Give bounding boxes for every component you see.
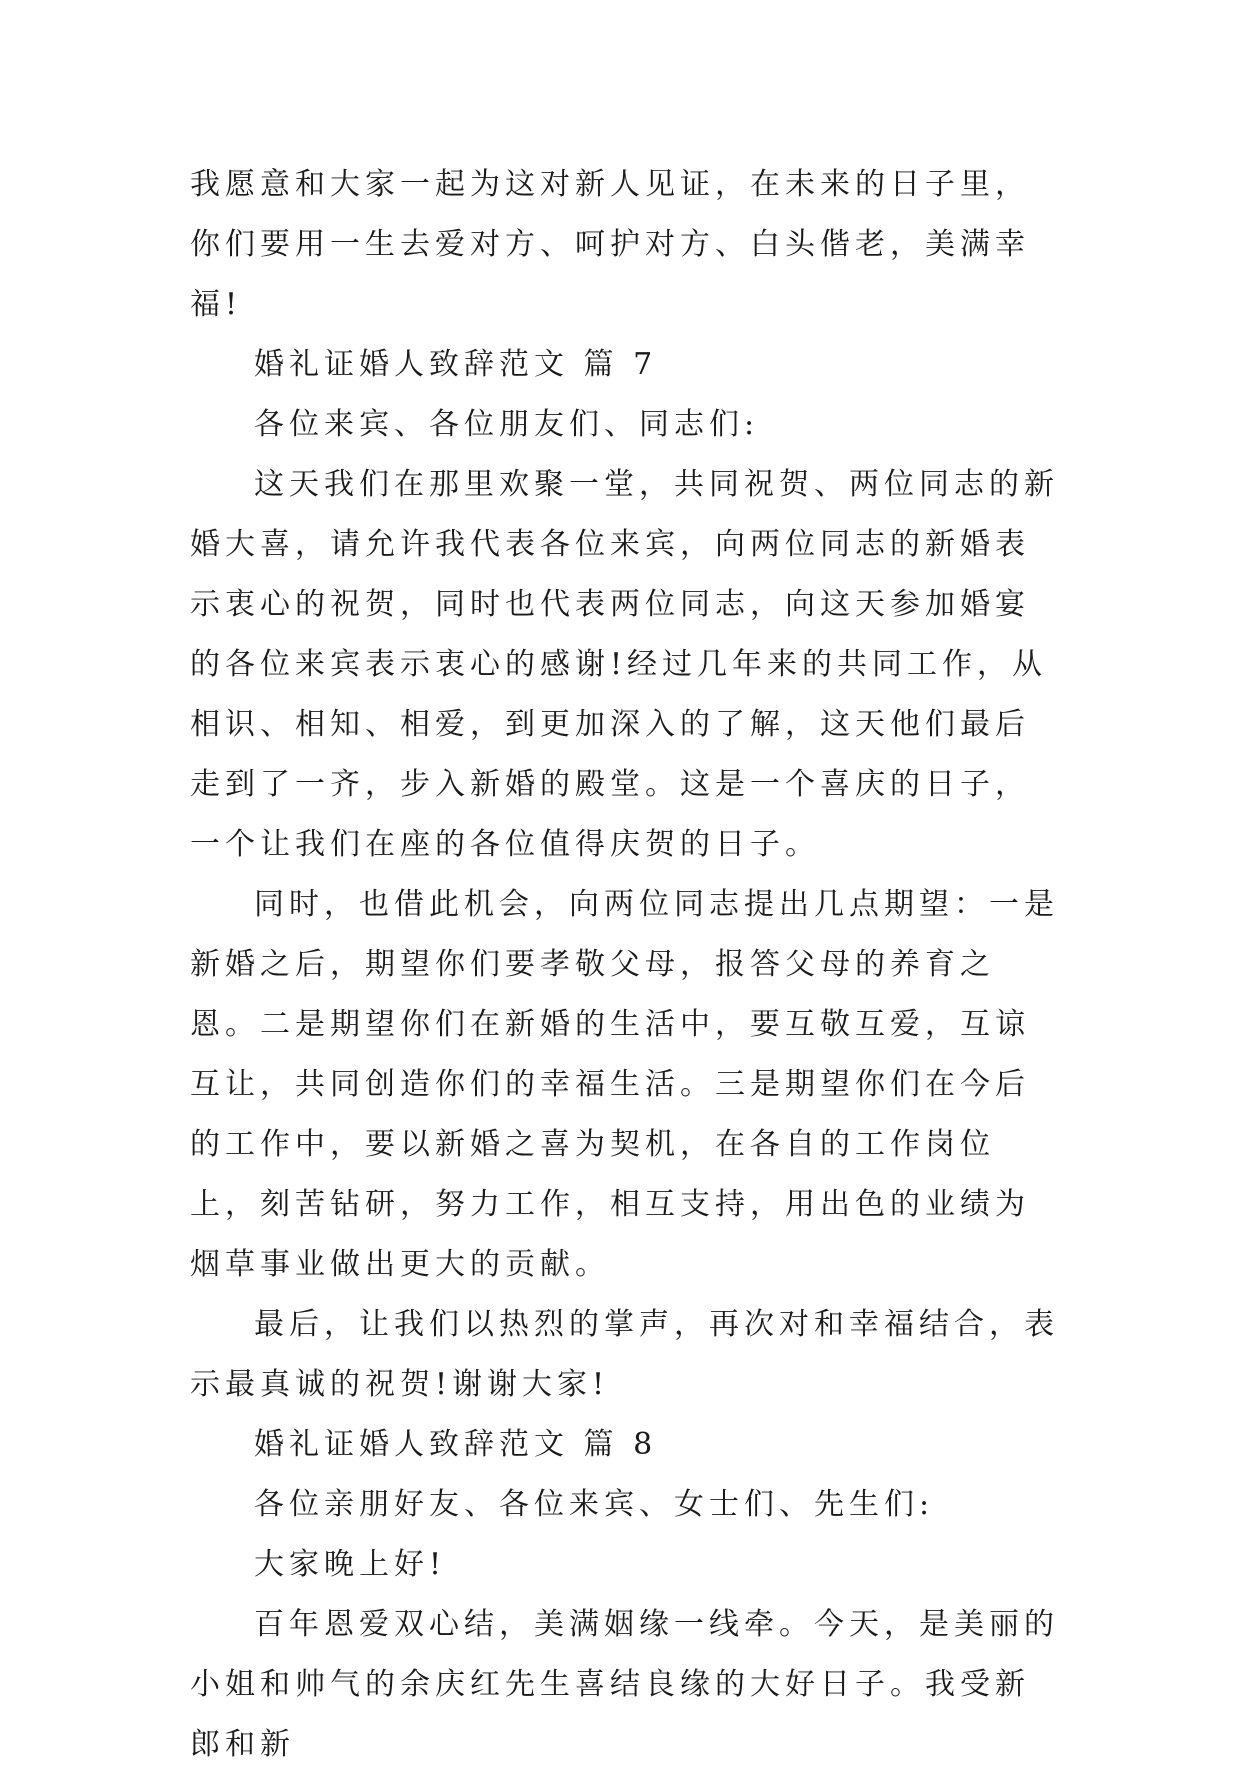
salutation-paragraph: 各位来宾、各位朋友们、同志们: xyxy=(254,407,760,442)
greeting-paragraph: 大家晚上好! xyxy=(254,1547,447,1582)
paragraph-continued: 我愿意和大家一起为这对新人见证，在未来的日子里，你们要用一生去爱对方、呵护对方、白头偕老，美满幸福! xyxy=(190,167,1030,322)
salutation-paragraph: 各位亲朋好友、各位来宾、女士们、先生们: xyxy=(254,1487,935,1522)
closing-paragraph: 最后，让我们以热烈的掌声，再次对和幸福结合，表示最真诚的祝贺!谢谢大家! xyxy=(190,1307,1059,1402)
section-heading-7: 婚礼证婚人致辞范文 篇 7 xyxy=(254,347,658,382)
section-heading-8: 婚礼证婚人致辞范文 篇 8 xyxy=(254,1427,658,1462)
body-paragraph: 百年恩爱双心结，美满姻缘一线牵。今天，是美丽的小姐和帅气的余庆红先生喜结良缘的大好日子。我受新郎和新 xyxy=(190,1607,1059,1762)
body-paragraph: 同时，也借此机会，向两位同志提出几点期望：一是新婚之后，期望你们要孝敬父母，报答父母的养育之恩。二是期望你们在新婚的生活中，要互敬互爱，互谅互让，共同创造你们的幸福生活。三是期望你们在今后的工作中，要以新婚之喜为契机，在各自的工作岗位上，刻苦钻研，努力工作，相互支持，用出色的业绩为烟草事业做出更大的贡献。 xyxy=(190,887,1059,1282)
body-paragraph: 这天我们在那里欢聚一堂，共同祝贺、两位同志的新婚大喜，请允许我代表各位来宾，向两位同志的新婚表示衷心的祝贺，同时也代表两位同志，向这天参加婚宴的各位来宾表示衷心的感谢!经过几年来的共同工作，从相识、相知、相爱，到更加深入的了解，这天他们最后走到了一齐，步入新婚的殿堂。这是一个喜庆的日子，一个让我们在座的各位值得庆贺的日子。 xyxy=(190,467,1059,862)
document-body xyxy=(190,155,1060,1775)
